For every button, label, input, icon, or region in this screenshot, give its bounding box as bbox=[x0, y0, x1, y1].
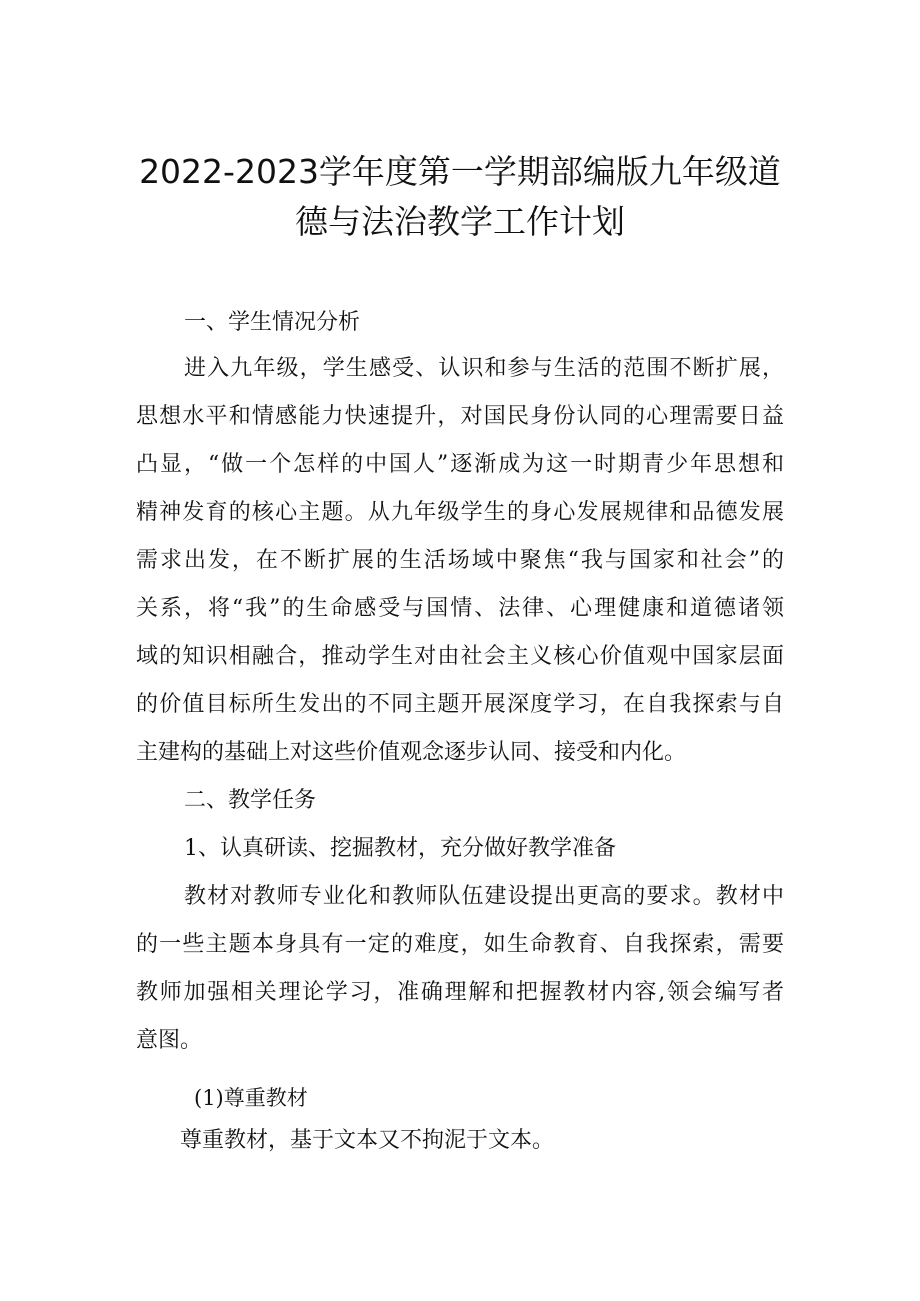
paragraph-line: 关系，将“我”的生命感受与国情、法律、心理健康和道德诸领 bbox=[136, 596, 784, 621]
section-heading-teaching-tasks: 二、教学任务 bbox=[184, 788, 317, 813]
item-text-respect-textbook: 尊重教材，基于文本又不拘泥于文本。 bbox=[180, 1128, 555, 1153]
document-title-line-2: 德与法治教学工作计划 bbox=[295, 202, 625, 241]
item-heading-respect-textbook: (1)尊重教材 bbox=[194, 1086, 308, 1110]
paragraph-line: 精神发育的核心主题。从九年级学生的身心发展规律和品德发展 bbox=[136, 500, 784, 525]
paragraph-line: 进入九年级，学生感受、认识和参与生活的范围不断扩展， bbox=[184, 356, 784, 381]
paragraph-line: 需求出发，在不断扩展的生活场域中聚焦“我与国家和社会”的 bbox=[136, 548, 784, 573]
paragraph-line: 意图。 bbox=[136, 1028, 203, 1053]
paragraph-line: 主建构的基础上对这些价值观念逐步认同、接受和内化。 bbox=[136, 740, 687, 765]
paragraph-line: 的价值目标所生发出的不同主题开展深度学习，在自我探索与自 bbox=[136, 692, 784, 717]
paragraph-line: 域的知识相融合，推动学生对由社会主义核心价值观中国家层面 bbox=[136, 644, 784, 669]
paragraph-line: 教材对教师专业化和教师队伍建设提出更高的要求。教材中 bbox=[184, 884, 784, 909]
subsection-heading-study-textbook: 1、认真研读、挖掘教材，充分做好教学准备 bbox=[184, 836, 616, 861]
paragraph-line: 思想水平和情感能力快速提升，对国民身份认同的心理需要日益 bbox=[136, 404, 784, 429]
section-heading-student-analysis: 一、学生情况分析 bbox=[184, 310, 361, 335]
document-title-line-1: 2022-2023学年度第一学期部编版九年级道 bbox=[139, 152, 781, 191]
paragraph-line: 凸显，“做一个怎样的中国人”逐渐成为这一时期青少年思想和 bbox=[136, 452, 784, 477]
paragraph-line: 的一些主题本身具有一定的难度，如生命教育、自我探索，需要 bbox=[136, 932, 784, 957]
paragraph-line: 教师加强相关理论学习，准确理解和把握教材内容,领会编写者 bbox=[136, 980, 784, 1005]
